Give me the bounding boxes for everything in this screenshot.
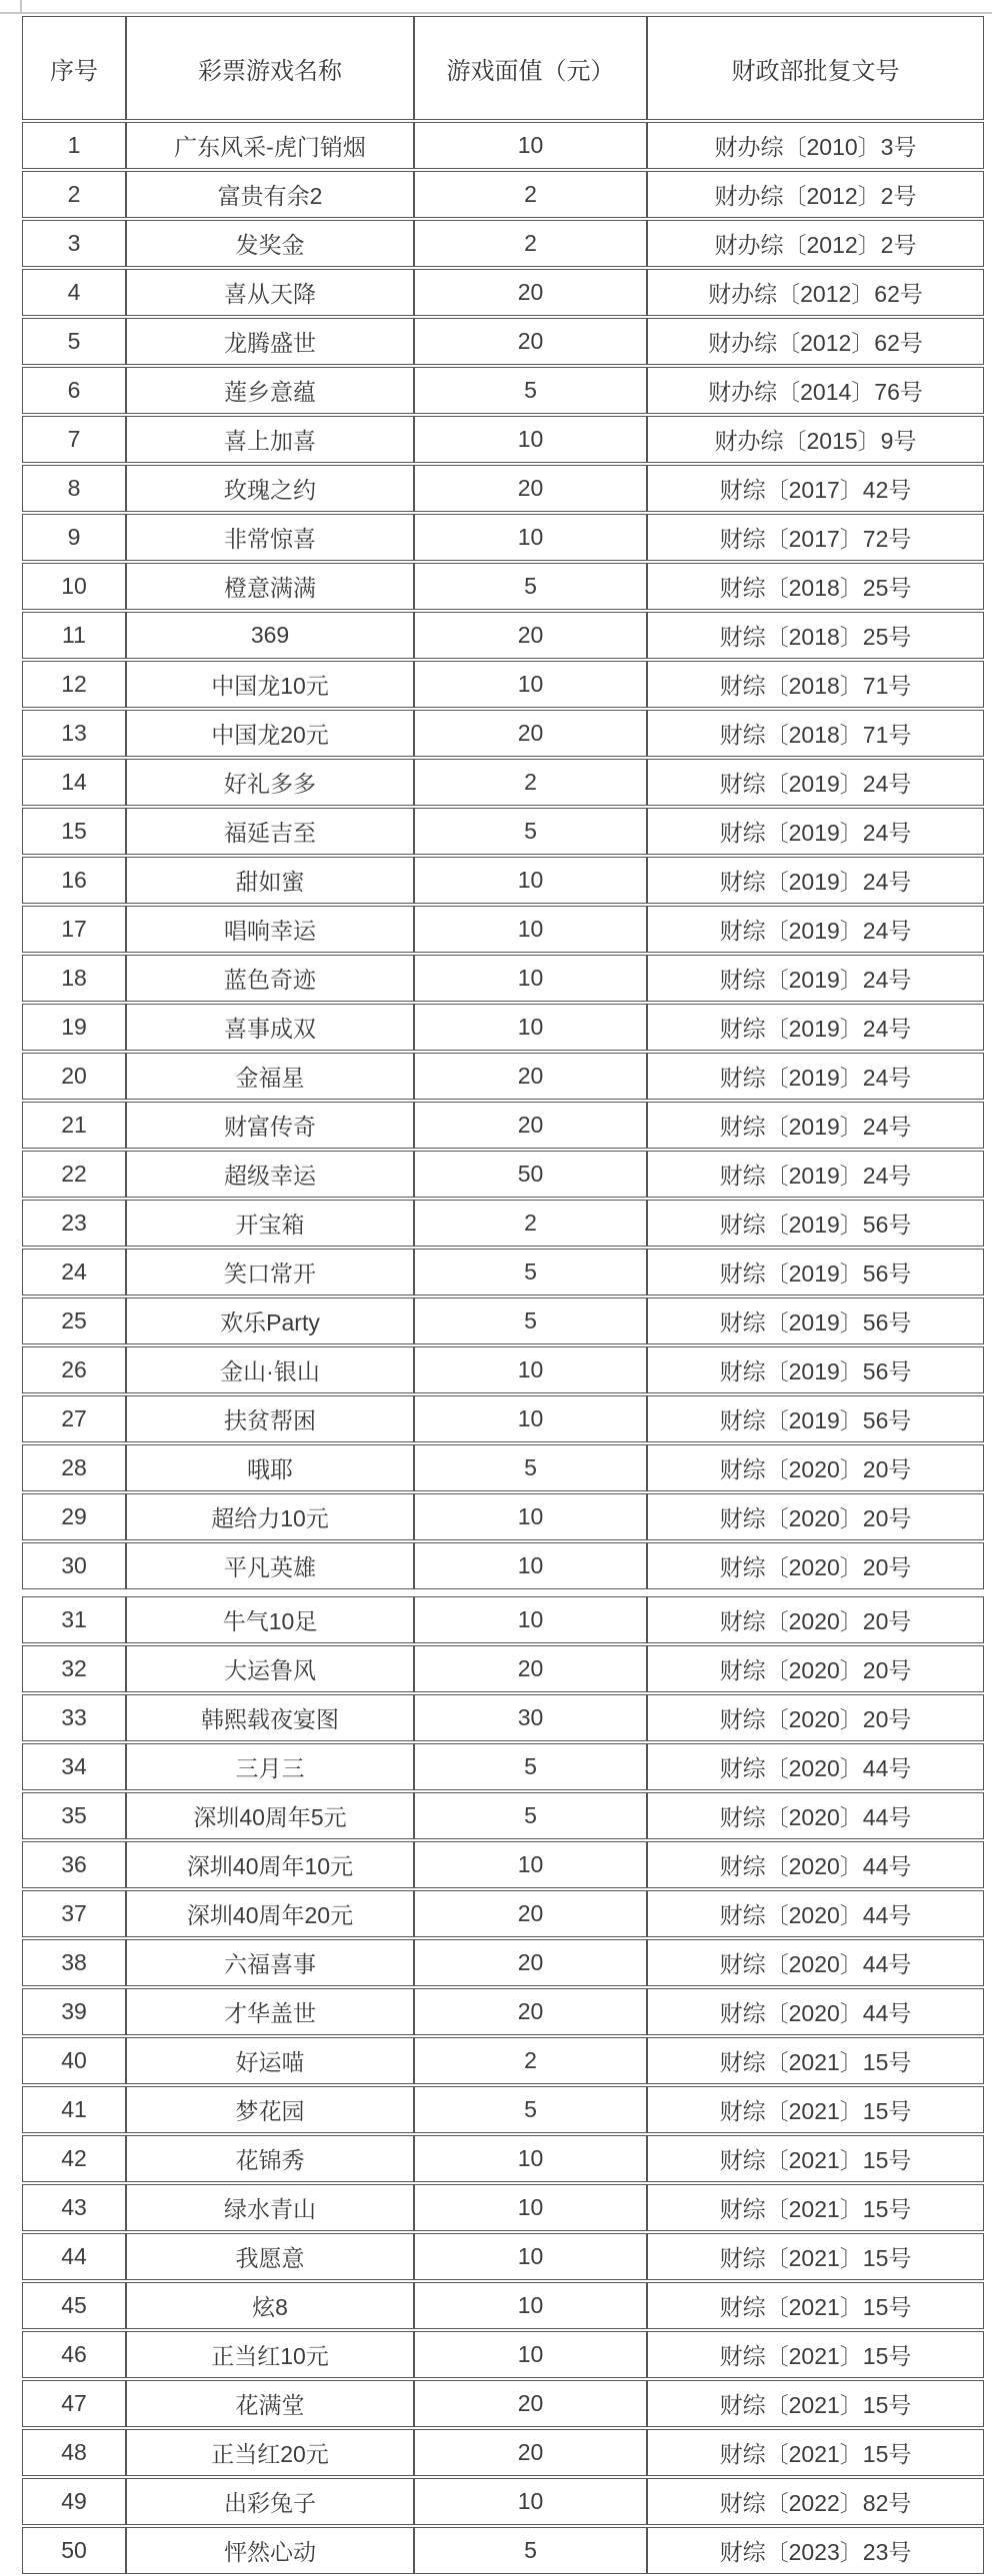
- table-row: [22, 1939, 984, 1986]
- cell-approval-doc: 财综〔2017〕72号: [647, 514, 984, 561]
- cell-face-value: 5: [414, 808, 647, 855]
- cell-face-value: 20: [414, 465, 647, 512]
- table-row: [22, 1249, 984, 1295]
- cell-game-name: 中国龙10元: [126, 661, 414, 708]
- cell-approval-doc: 财综〔2017〕42号: [647, 465, 984, 512]
- table-row: [22, 1297, 984, 1344]
- cell-approval-doc: 财综〔2019〕24号: [647, 1151, 984, 1198]
- cell-approval-doc: 财综〔2018〕71号: [647, 710, 984, 757]
- column-header-serial: 序号: [22, 16, 126, 120]
- cell-approval-doc: 财综〔2021〕15号: [647, 2380, 984, 2427]
- cell-face-value: 20: [414, 1939, 647, 1986]
- cell-game-name: 超级幸运: [126, 1151, 414, 1198]
- cell-serial: 20: [22, 1053, 126, 1100]
- table-row: [22, 171, 984, 218]
- cell-approval-doc: 财综〔2021〕15号: [647, 2429, 984, 2476]
- cell-face-value: 20: [414, 710, 647, 757]
- cell-serial: 50: [22, 2527, 126, 2574]
- table-row: [22, 759, 984, 806]
- cell-approval-doc: 财综〔2021〕15号: [647, 2233, 984, 2280]
- cell-approval-doc: 财综〔2020〕44号: [647, 1743, 984, 1790]
- cell-face-value: 2: [414, 2037, 647, 2084]
- cell-game-name: 喜从天降: [126, 269, 414, 316]
- cell-serial: 19: [22, 1004, 126, 1051]
- table-row: [22, 416, 984, 463]
- cell-game-name: 富贵有余2: [126, 171, 414, 218]
- cell-face-value: 10: [414, 955, 647, 1002]
- table-row: [22, 1841, 984, 1888]
- cell-approval-doc: 财综〔2020〕44号: [647, 1988, 984, 2035]
- cell-face-value: 5: [414, 367, 647, 414]
- cell-approval-doc: 财综〔2021〕15号: [647, 2086, 984, 2133]
- cell-serial: 38: [22, 1939, 126, 1986]
- cell-game-name: 广东风采-虎门销烟: [126, 122, 414, 169]
- cell-approval-doc: 财综〔2020〕44号: [647, 1890, 984, 1937]
- cell-game-name: 牛气10足: [126, 1596, 414, 1643]
- table-row: [22, 808, 984, 855]
- cell-face-value: 10: [414, 2184, 647, 2231]
- table-row: [22, 1596, 984, 1643]
- cell-game-name: 福延吉至: [126, 808, 414, 855]
- table-row: [22, 2233, 984, 2280]
- cell-approval-doc: 财综〔2020〕44号: [647, 1792, 984, 1839]
- cell-serial: 27: [22, 1395, 126, 1442]
- cell-serial: 13: [22, 710, 126, 757]
- table-row: [22, 955, 984, 1002]
- table-row: [22, 1694, 984, 1741]
- table-row: [22, 1200, 984, 1247]
- cell-game-name: 平凡英雄: [126, 1542, 414, 1589]
- cell-serial: 36: [22, 1841, 126, 1888]
- column-header-face-value: 游戏面值（元）: [414, 16, 647, 120]
- header-row: [22, 16, 984, 120]
- cell-serial: 23: [22, 1200, 126, 1247]
- cell-approval-doc: 财综〔2019〕56号: [647, 1249, 984, 1295]
- table-row: [22, 2086, 984, 2133]
- cell-face-value: 10: [414, 1004, 647, 1051]
- cell-approval-doc: 财综〔2020〕20号: [647, 1493, 984, 1540]
- cell-game-name: 三月三: [126, 1743, 414, 1790]
- table-row: [22, 367, 984, 414]
- cell-approval-doc: 财综〔2020〕20号: [647, 1542, 984, 1589]
- table-row: [22, 2478, 984, 2525]
- cell-serial: 16: [22, 857, 126, 904]
- cell-serial: 22: [22, 1151, 126, 1198]
- cell-serial: 29: [22, 1493, 126, 1540]
- cell-game-name: 大运鲁风: [126, 1645, 414, 1692]
- cell-serial: 2: [22, 171, 126, 218]
- cell-approval-doc: 财综〔2018〕71号: [647, 661, 984, 708]
- cell-serial: 9: [22, 514, 126, 561]
- cell-serial: 15: [22, 808, 126, 855]
- cell-face-value: 2: [414, 171, 647, 218]
- cell-face-value: 5: [414, 1297, 647, 1344]
- cell-serial: 28: [22, 1444, 126, 1491]
- cell-serial: 7: [22, 416, 126, 463]
- cell-game-name: 六福喜事: [126, 1939, 414, 1986]
- table-row: [22, 1053, 984, 1100]
- cell-face-value: 10: [414, 2135, 647, 2182]
- table-row: [22, 1444, 984, 1491]
- cell-serial: 35: [22, 1792, 126, 1839]
- cell-serial: 26: [22, 1346, 126, 1393]
- cell-approval-doc: 财办综〔2012〕2号: [647, 171, 984, 218]
- table-row: [22, 2429, 984, 2476]
- cell-game-name: 开宝箱: [126, 1200, 414, 1247]
- table-row: [22, 710, 984, 757]
- cell-approval-doc: 财办综〔2010〕3号: [647, 122, 984, 169]
- cell-serial: 47: [22, 2380, 126, 2427]
- cell-face-value: 10: [414, 906, 647, 953]
- column-header-approval-doc: 财政部批复文号: [647, 16, 984, 120]
- table-row: [22, 612, 984, 659]
- cell-serial: 8: [22, 465, 126, 512]
- cell-serial: 6: [22, 367, 126, 414]
- cell-game-name: 扶贫帮困: [126, 1395, 414, 1442]
- table-row: [22, 1004, 984, 1051]
- table-row: [22, 563, 984, 610]
- cell-approval-doc: 财综〔2019〕56号: [647, 1297, 984, 1344]
- cell-game-name: 财富传奇: [126, 1102, 414, 1149]
- lottery-table-container: [22, 14, 984, 2576]
- cell-game-name: 深圳40周年10元: [126, 1841, 414, 1888]
- cell-approval-doc: 财综〔2020〕44号: [647, 1939, 984, 1986]
- cell-game-name: 甜如蜜: [126, 857, 414, 904]
- cell-approval-doc: 财综〔2019〕24号: [647, 1053, 984, 1100]
- cell-approval-doc: 财综〔2020〕20号: [647, 1444, 984, 1491]
- cell-game-name: 梦花园: [126, 2086, 414, 2133]
- table-row: [22, 1645, 984, 1692]
- cell-game-name: 玫瑰之约: [126, 465, 414, 512]
- cell-face-value: 10: [414, 122, 647, 169]
- cell-face-value: 2: [414, 759, 647, 806]
- cell-face-value: 20: [414, 2380, 647, 2427]
- table-row: [22, 318, 984, 365]
- cell-approval-doc: 财办综〔2014〕76号: [647, 367, 984, 414]
- cell-approval-doc: 财办综〔2012〕2号: [647, 220, 984, 267]
- cell-game-name: 369: [126, 612, 414, 659]
- cell-serial: 3: [22, 220, 126, 267]
- table-row: [22, 2282, 984, 2329]
- cell-serial: 11: [22, 612, 126, 659]
- cell-face-value: 10: [414, 1493, 647, 1540]
- cell-game-name: 超给力10元: [126, 1493, 414, 1540]
- cell-game-name: 欢乐Party: [126, 1297, 414, 1344]
- cell-approval-doc: 财综〔2021〕15号: [647, 2282, 984, 2329]
- cell-face-value: 10: [414, 1542, 647, 1589]
- table-row: [22, 2037, 984, 2084]
- cell-serial: 46: [22, 2331, 126, 2378]
- table-row: [22, 1542, 984, 1589]
- cell-game-name: 金福星: [126, 1053, 414, 1100]
- cell-face-value: 10: [414, 1596, 647, 1643]
- cell-game-name: 龙腾盛世: [126, 318, 414, 365]
- cell-face-value: 5: [414, 1743, 647, 1790]
- cell-face-value: 10: [414, 2478, 647, 2525]
- cell-serial: 14: [22, 759, 126, 806]
- cell-face-value: 10: [414, 1346, 647, 1393]
- cell-face-value: 10: [414, 661, 647, 708]
- table-row: [22, 2380, 984, 2427]
- table-row: [22, 1890, 984, 1937]
- cell-game-name: 绿水青山: [126, 2184, 414, 2231]
- cell-serial: 31: [22, 1596, 126, 1643]
- cell-game-name: 韩熙载夜宴图: [126, 1694, 414, 1741]
- cell-approval-doc: 财综〔2018〕25号: [647, 612, 984, 659]
- cell-face-value: 10: [414, 1395, 647, 1442]
- cell-approval-doc: 财综〔2023〕23号: [647, 2527, 984, 2574]
- cell-game-name: 中国龙20元: [126, 710, 414, 757]
- cell-face-value: 10: [414, 1841, 647, 1888]
- cell-serial: 1: [22, 122, 126, 169]
- cell-face-value: 5: [414, 1792, 647, 1839]
- cell-face-value: 10: [414, 2233, 647, 2280]
- cell-game-name: 蓝色奇迹: [126, 955, 414, 1002]
- table-row: [22, 1493, 984, 1540]
- cropped-table-artifact-vertical-line: [20, 0, 22, 12]
- cell-approval-doc: 财综〔2020〕44号: [647, 1841, 984, 1888]
- cell-face-value: 10: [414, 514, 647, 561]
- lottery-table-part2: [22, 1594, 984, 2576]
- cell-face-value: 5: [414, 2086, 647, 2133]
- lottery-table-part1: [22, 14, 984, 1591]
- cell-serial: 45: [22, 2282, 126, 2329]
- cell-approval-doc: 财综〔2019〕24号: [647, 857, 984, 904]
- cell-face-value: 20: [414, 1053, 647, 1100]
- cell-game-name: 橙意满满: [126, 563, 414, 610]
- cell-face-value: 5: [414, 2527, 647, 2574]
- table-row: [22, 1151, 984, 1198]
- cell-game-name: 花满堂: [126, 2380, 414, 2427]
- table-row: [22, 220, 984, 267]
- cell-serial: 5: [22, 318, 126, 365]
- cell-face-value: 20: [414, 318, 647, 365]
- cell-approval-doc: 财办综〔2015〕9号: [647, 416, 984, 463]
- cell-game-name: 深圳40周年5元: [126, 1792, 414, 1839]
- cell-serial: 30: [22, 1542, 126, 1589]
- cell-face-value: 20: [414, 269, 647, 316]
- cell-game-name: 非常惊喜: [126, 514, 414, 561]
- cell-serial: 10: [22, 563, 126, 610]
- cell-approval-doc: 财综〔2020〕20号: [647, 1596, 984, 1643]
- cell-serial: 40: [22, 2037, 126, 2084]
- cell-approval-doc: 财综〔2019〕24号: [647, 759, 984, 806]
- cell-approval-doc: 财综〔2021〕15号: [647, 2037, 984, 2084]
- cell-game-name: 怦然心动: [126, 2527, 414, 2574]
- cell-approval-doc: 财综〔2020〕20号: [647, 1645, 984, 1692]
- cell-face-value: 5: [414, 1249, 647, 1295]
- cell-approval-doc: 财综〔2019〕56号: [647, 1346, 984, 1393]
- cell-face-value: 10: [414, 2331, 647, 2378]
- table-row: [22, 2527, 984, 2574]
- cell-approval-doc: 财办综〔2012〕62号: [647, 269, 984, 316]
- cell-serial: 41: [22, 2086, 126, 2133]
- table-row: [22, 269, 984, 316]
- cell-approval-doc: 财综〔2019〕24号: [647, 906, 984, 953]
- cell-game-name: 喜上加喜: [126, 416, 414, 463]
- cell-approval-doc: 财综〔2021〕15号: [647, 2135, 984, 2182]
- cell-approval-doc: 财办综〔2012〕62号: [647, 318, 984, 365]
- cell-face-value: 10: [414, 857, 647, 904]
- cell-game-name: 正当红10元: [126, 2331, 414, 2378]
- cell-game-name: 好礼多多: [126, 759, 414, 806]
- table-row: [22, 906, 984, 953]
- cell-serial: 24: [22, 1249, 126, 1295]
- cell-approval-doc: 财综〔2020〕20号: [647, 1694, 984, 1741]
- cell-serial: 34: [22, 1743, 126, 1790]
- cell-approval-doc: 财综〔2019〕24号: [647, 1004, 984, 1051]
- cell-serial: 32: [22, 1645, 126, 1692]
- cell-game-name: 炫8: [126, 2282, 414, 2329]
- cell-serial: 48: [22, 2429, 126, 2476]
- cell-face-value: 20: [414, 1102, 647, 1149]
- cell-game-name: 发奖金: [126, 220, 414, 267]
- cell-serial: 25: [22, 1297, 126, 1344]
- cell-serial: 49: [22, 2478, 126, 2525]
- cell-face-value: 2: [414, 1200, 647, 1247]
- cell-face-value: 10: [414, 2282, 647, 2329]
- cell-face-value: 20: [414, 612, 647, 659]
- cell-serial: 44: [22, 2233, 126, 2280]
- cell-game-name: 好运喵: [126, 2037, 414, 2084]
- cell-approval-doc: 财综〔2019〕24号: [647, 1102, 984, 1149]
- cell-serial: 18: [22, 955, 126, 1002]
- cell-face-value: 20: [414, 1890, 647, 1937]
- cell-approval-doc: 财综〔2019〕56号: [647, 1200, 984, 1247]
- cell-game-name: 哦耶: [126, 1444, 414, 1491]
- cell-game-name: 金山·银山: [126, 1346, 414, 1393]
- cell-game-name: 花锦秀: [126, 2135, 414, 2182]
- table-row: [22, 1102, 984, 1149]
- cell-game-name: 深圳40周年20元: [126, 1890, 414, 1937]
- table-row: [22, 1743, 984, 1790]
- cell-serial: 33: [22, 1694, 126, 1741]
- cell-approval-doc: 财综〔2019〕24号: [647, 955, 984, 1002]
- table-row: [22, 514, 984, 561]
- table-row: [22, 2135, 984, 2182]
- table-row: [22, 1346, 984, 1393]
- cell-game-name: 喜事成双: [126, 1004, 414, 1051]
- table-row: [22, 1395, 984, 1442]
- cell-serial: 37: [22, 1890, 126, 1937]
- cell-approval-doc: 财综〔2018〕25号: [647, 563, 984, 610]
- cell-serial: 4: [22, 269, 126, 316]
- cell-game-name: 才华盖世: [126, 1988, 414, 2035]
- cell-face-value: 50: [414, 1151, 647, 1198]
- cell-serial: 21: [22, 1102, 126, 1149]
- cell-approval-doc: 财综〔2022〕82号: [647, 2478, 984, 2525]
- cell-game-name: 笑口常开: [126, 1249, 414, 1295]
- table-row: [22, 122, 984, 169]
- column-header-game-name: 彩票游戏名称: [126, 16, 414, 120]
- cell-game-name: 出彩兔子: [126, 2478, 414, 2525]
- table-row: [22, 661, 984, 708]
- cell-approval-doc: 财综〔2019〕56号: [647, 1395, 984, 1442]
- cell-face-value: 5: [414, 563, 647, 610]
- cell-game-name: 正当红20元: [126, 2429, 414, 2476]
- table-row: [22, 1792, 984, 1839]
- cell-serial: 42: [22, 2135, 126, 2182]
- cell-approval-doc: 财综〔2021〕15号: [647, 2184, 984, 2231]
- table-row: [22, 2331, 984, 2378]
- cell-face-value: 20: [414, 1988, 647, 2035]
- cell-face-value: 20: [414, 1645, 647, 1692]
- cell-game-name: 我愿意: [126, 2233, 414, 2280]
- cell-serial: 12: [22, 661, 126, 708]
- table-row: [22, 465, 984, 512]
- table-row: [22, 2184, 984, 2231]
- cell-game-name: 莲乡意蕴: [126, 367, 414, 414]
- cell-approval-doc: 财综〔2019〕24号: [647, 808, 984, 855]
- cell-game-name: 唱响幸运: [126, 906, 414, 953]
- cell-face-value: 10: [414, 416, 647, 463]
- cell-face-value: 20: [414, 2429, 647, 2476]
- table-row: [22, 857, 984, 904]
- cell-serial: 17: [22, 906, 126, 953]
- cell-serial: 39: [22, 1988, 126, 2035]
- cell-face-value: 30: [414, 1694, 647, 1741]
- cell-approval-doc: 财综〔2021〕15号: [647, 2331, 984, 2378]
- cell-face-value: 2: [414, 220, 647, 267]
- cell-serial: 43: [22, 2184, 126, 2231]
- table-row: [22, 1988, 984, 2035]
- cell-face-value: 5: [414, 1444, 647, 1491]
